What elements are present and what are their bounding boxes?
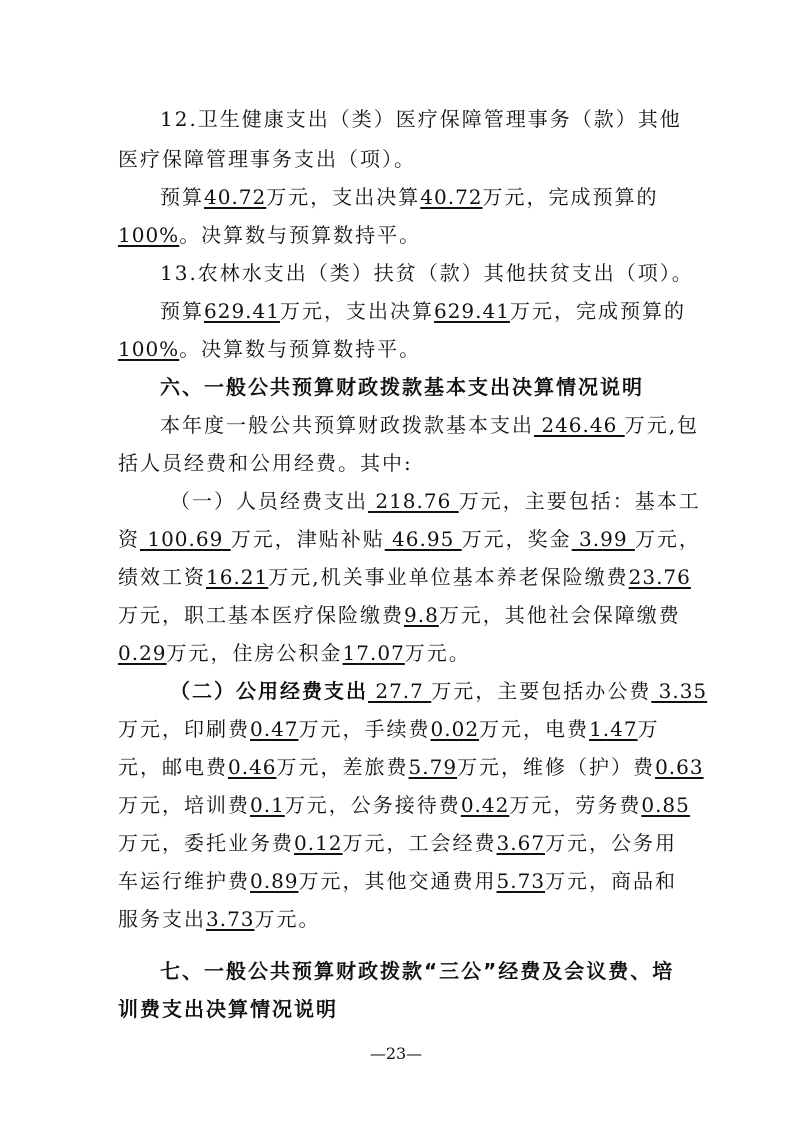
text-segment: 万元， bbox=[634, 527, 701, 551]
underlined-value: 9.8 bbox=[404, 603, 439, 627]
text-line bbox=[118, 830, 677, 856]
underlined-value: 5.73 bbox=[496, 869, 546, 893]
text-segment: 万 bbox=[637, 717, 660, 741]
section-heading bbox=[118, 996, 338, 1022]
underlined-value: 218.76 bbox=[368, 489, 459, 513]
text-segment: 七、一般公共预算财政拨款“三公”经费及会议费、培 bbox=[160, 959, 675, 983]
text-line bbox=[118, 222, 421, 248]
text-segment: 万元，工会经费 bbox=[342, 831, 497, 855]
text-segment: 六、一般公共预算财政拨款基本支出决算情况说明 bbox=[160, 375, 644, 399]
text-line bbox=[118, 602, 681, 628]
underlined-value: 3.35 bbox=[651, 679, 708, 703]
text-segment: 万元，公务接待费 bbox=[284, 793, 461, 817]
section-heading bbox=[160, 374, 644, 400]
text-segment: 元，邮电费 bbox=[118, 755, 228, 779]
section-heading bbox=[160, 958, 674, 984]
text-line bbox=[118, 868, 677, 894]
underlined-value: 40.72 bbox=[420, 185, 483, 209]
text-line bbox=[118, 754, 704, 780]
text-line bbox=[160, 298, 686, 324]
text-segment: 万元，职工基本医疗保险缴费 bbox=[118, 603, 404, 627]
underlined-value: 0.47 bbox=[250, 717, 299, 741]
page-number: —23— bbox=[369, 1044, 423, 1063]
text-line bbox=[118, 450, 413, 476]
text-segment: 万元，培训费 bbox=[118, 793, 250, 817]
underlined-value: 40.72 bbox=[204, 185, 267, 209]
text-segment: 万元，其他交通费用 bbox=[298, 869, 497, 893]
text-segment: 预算 bbox=[160, 185, 204, 209]
text-segment: 绩效工资 bbox=[118, 565, 206, 589]
text-segment: 万元，支出决算 bbox=[266, 185, 421, 209]
underlined-value: 629.41 bbox=[204, 299, 280, 323]
text-line bbox=[118, 792, 690, 818]
underlined-value: 0.12 bbox=[294, 831, 343, 855]
text-line bbox=[118, 906, 321, 932]
underlined-value: 100% bbox=[118, 337, 180, 361]
text-segment: 万元，津贴补贴 bbox=[230, 527, 385, 551]
underlined-value: 0.1 bbox=[250, 793, 285, 817]
text-segment: 万元，印刷费 bbox=[118, 717, 250, 741]
text-segment: 万元，奖金 bbox=[461, 527, 572, 551]
underlined-value: 100% bbox=[118, 223, 180, 247]
underlined-value: 23.76 bbox=[628, 565, 691, 589]
underlined-value: 16.21 bbox=[206, 565, 269, 589]
text-segment: 万元，手续费 bbox=[298, 717, 431, 741]
text-segment: 万元，主要包括办公费 bbox=[431, 679, 652, 703]
underlined-value: 46.95 bbox=[384, 527, 462, 551]
underlined-value: 3.99 bbox=[571, 527, 635, 551]
text-segment: 12.卫生健康支出（类）医疗保障管理事务（款）其他 bbox=[160, 107, 682, 131]
text-segment: 万元，电费 bbox=[479, 717, 590, 741]
text-segment: 万元，住房公积金 bbox=[166, 641, 343, 665]
text-segment: 万元，差旅费 bbox=[276, 755, 409, 779]
text-line bbox=[160, 184, 659, 210]
underlined-value: 629.41 bbox=[433, 299, 510, 323]
text-segment: 万元,包 bbox=[624, 413, 700, 437]
text-segment: 训费支出决算情况说明 bbox=[118, 997, 338, 1021]
text-segment: （一）人员经费支出 bbox=[170, 489, 368, 513]
underlined-value: 0.63 bbox=[655, 755, 704, 779]
underlined-value: 3.73 bbox=[206, 907, 255, 931]
underlined-value: 0.29 bbox=[118, 641, 167, 665]
text-line bbox=[118, 564, 691, 590]
text-segment: 预算 bbox=[160, 299, 204, 323]
text-segment: 服务支出 bbox=[118, 907, 206, 931]
text-segment: 本年度一般公共预算财政拨款基本支出 bbox=[160, 413, 534, 437]
text-segment: 万元。 bbox=[254, 907, 321, 931]
text-segment: （二）公用经费支出 bbox=[170, 679, 368, 703]
text-segment: 万元，支出决算 bbox=[279, 299, 434, 323]
underlined-value: 27.7 bbox=[368, 679, 432, 703]
underlined-value: 5.79 bbox=[408, 755, 458, 779]
text-segment: 万元。 bbox=[404, 641, 471, 665]
underlined-value: 0.42 bbox=[460, 793, 510, 817]
text-segment: 车运行维护费 bbox=[118, 869, 250, 893]
text-segment: 万元，维修（护）费 bbox=[457, 755, 656, 779]
text-line bbox=[118, 640, 471, 666]
text-segment: 万元，主要包括：基本工 bbox=[458, 489, 701, 513]
text-segment: 万元，其他社会保障缴费 bbox=[438, 603, 681, 627]
underlined-value: 0.46 bbox=[228, 755, 277, 779]
underlined-value: 3.67 bbox=[496, 831, 546, 855]
text-segment: 。决算数与预算数持平。 bbox=[179, 223, 422, 247]
text-line bbox=[170, 678, 707, 704]
underlined-value: 246.46 bbox=[534, 413, 625, 437]
text-segment: 医疗保障管理事务支出（项）。 bbox=[118, 147, 416, 171]
text-line bbox=[118, 146, 416, 172]
text-line bbox=[160, 412, 699, 438]
text-segment: 万元，委托业务费 bbox=[118, 831, 294, 855]
underlined-value: 0.02 bbox=[430, 717, 480, 741]
text-segment: 。决算数与预算数持平。 bbox=[179, 337, 422, 361]
text-segment: 万元，商品和 bbox=[545, 869, 678, 893]
text-segment: 万元，完成预算的 bbox=[482, 185, 659, 209]
text-line bbox=[160, 260, 694, 286]
underlined-value: 17.07 bbox=[342, 641, 405, 665]
text-segment: 资 bbox=[118, 527, 140, 551]
text-segment: 万元，完成预算的 bbox=[509, 299, 686, 323]
text-segment: 13.农林水支出（类）扶贫（款）其他扶贫支出（项）。 bbox=[160, 261, 694, 285]
text-segment: 万元,机关事业单位基本养老保险缴费 bbox=[268, 565, 629, 589]
text-segment: 括人员经费和公用经费。其中: bbox=[118, 451, 413, 475]
underlined-value: 0.89 bbox=[250, 869, 299, 893]
text-line bbox=[118, 716, 660, 742]
underlined-value: 0.85 bbox=[641, 793, 690, 817]
text-line bbox=[160, 106, 682, 132]
text-segment: 万元，劳务费 bbox=[509, 793, 642, 817]
underlined-value: 1.47 bbox=[589, 717, 638, 741]
text-line bbox=[118, 336, 421, 362]
text-line bbox=[118, 526, 701, 552]
text-segment: 万元，公务用 bbox=[545, 831, 678, 855]
underlined-value: 100.69 bbox=[140, 527, 231, 551]
text-line bbox=[170, 488, 701, 514]
